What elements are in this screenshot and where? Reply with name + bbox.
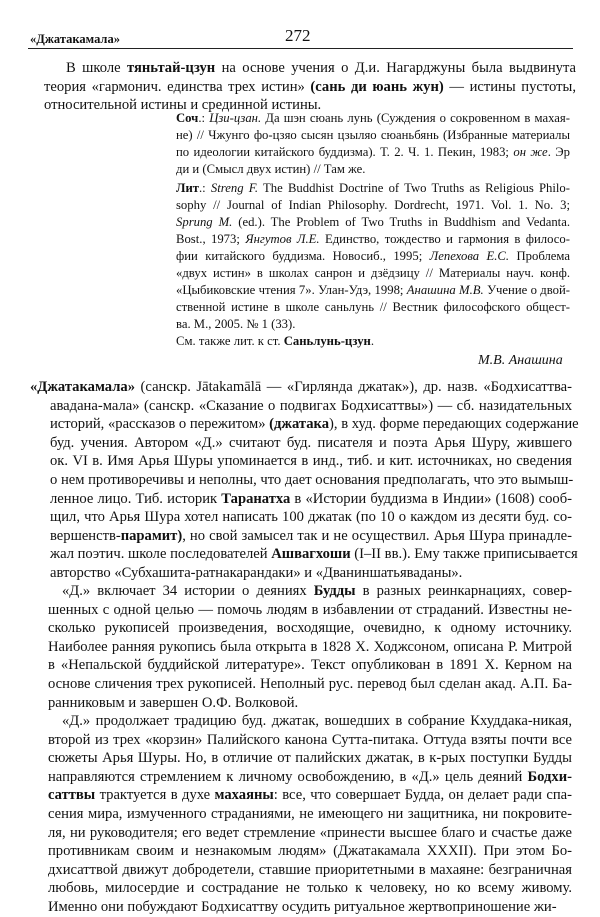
text-line: второй из трех «корзин» Палийского канона Сутта-питака. Оттуда взяты почти все	[48, 731, 572, 748]
text-line: ранниковым и завершен О.Ф. Волковой.	[48, 694, 299, 711]
text-line: См. также лит. к ст. Саньлунь-цзун.	[176, 334, 375, 348]
text-line: «двух истин» в школах санрон и дзёдзицу // Материалы науч. конф.	[176, 266, 570, 280]
article-paragraph-2	[48, 582, 572, 712]
text-line: ок. VI в. Имя Арья Шуры упоминается в инд., тиб. и кит. источниках, но сведения	[50, 453, 572, 470]
text-line: саттвы трактуется в духе махаяны: все, что совершает Будда, он делает ради спа-	[48, 787, 572, 804]
text-line: Лит.: Streng F. The Buddhist Doctrine of Two Truths as Religious Philo-	[176, 181, 570, 195]
text-line: противникам своим и незнакомым людям» (Джатакамала XXXII). При этом Бо-	[48, 843, 572, 860]
text-line: авадана-мала» (санскр. «Сказание о подвигах Бодхисаттвы») — сб. назидательных	[50, 397, 572, 414]
article-paragraph-1	[30, 378, 579, 583]
text-line: «Д.» включает 34 истории о деяниях Будды в разных реинкарнациях, совер-	[62, 583, 572, 599]
text-line: вершенств-парамит), но свой замысел так и не осуществил. Арья Шура принадле-	[50, 527, 572, 544]
prev-article-literature	[176, 180, 570, 333]
running-head: «Джатакамала»	[30, 32, 120, 46]
text-line: направляются стремлением к личному освобождению, в «Д.» цель деяний Бодхи-	[48, 768, 572, 785]
text-line: шенных с одной целью — помочь людям в избавлении от страданий. Известны не-	[48, 601, 572, 618]
text-line: историй, «рассказов о пережитом» (джатака), в худ. форме передающих содержание	[50, 416, 579, 433]
prev-article-intro	[44, 59, 576, 115]
text-line: буд. учения. Автором «Д.» считают буд. писателя и поэта Арья Шуру, жившего	[50, 434, 572, 451]
text-line: сюжеты Арья Шуры. Но, в отличие от палийских джатак, в к-рых поступки Будды	[48, 750, 572, 767]
text-line: ля, ни руководителя; его ведет стремление «принести высшее благо и счастье даже	[48, 824, 572, 841]
text-line: о нем противоречивы и неполны, что дает основания предполагать, что это вымыш-	[50, 472, 574, 488]
text-line: Наиболее ранняя рукопись была открыта в 1828 Х. Ходжсоном, описана Р. Митрой	[48, 638, 572, 655]
text-line: Соч.: Цзи-цзан. Да шэн сюань лунь (Суждения о сокровенном в махая-	[176, 111, 570, 125]
text-line: относительной истины и срединной истины.	[44, 97, 322, 113]
text-line: сения мира, измученного страданиями, не имеющего ни защитника, ни покровите-	[48, 806, 572, 822]
text-line: sophy // Journal of Indian Philosophy. Dordrecht, 1971. Vol. 1. No. 3;	[176, 198, 570, 212]
text-line: любовь, милосердие и сострадание не только к человеку, но ко всему живому.	[48, 880, 572, 897]
text-line: Именно они побуждают Бодхисаттву осудить ритуальное жертвоприношение жи-	[48, 899, 557, 915]
text-line: теория «гармонич. единства трех истин» (сань ди юань жун) — истины пустоты,	[44, 78, 576, 95]
text-line: ственной истине в школе саньлунь // Вестник философского общест-	[176, 300, 570, 314]
text-line: фии китайского буддизма. Новосиб., 1995; Лепехова Е.С. Проблема	[176, 249, 570, 263]
text-line: щил, что Арья Шура хотел написать 100 джатак (по 10 о каждом из десяти буд. со-	[50, 509, 572, 526]
text-line: сколько рукописей произведения, восходящие, очевидно, к одному источнику.	[48, 620, 572, 637]
text-line: Bost., 1973; Янгутов Л.Е. Единство, тождество и гармония в филосо-	[176, 232, 570, 246]
page-number: 272	[285, 26, 311, 45]
text-line: ди и (Смысл двух истин) // Там же.	[176, 162, 366, 176]
text-line: авторство «Субхашита-ратнакарандаки» и «Дваниншатьяваданы».	[50, 565, 463, 581]
text-line: по идеологии китайского буддизма). Т. 2. Ч. 1. Пекин, 1983; он же. Эр	[176, 145, 570, 159]
text-line: Sprung M. (ed.). The Problem of Two Truths in Buddhism and Vedanta.	[176, 215, 570, 229]
text-line: в «Непальской буддийской литературе». Текст опубликован в 1891 Х. Керном на	[48, 657, 572, 674]
text-line: ва. М., 2005. № 1 (33).	[176, 317, 296, 331]
text-line: «Д.» продолжает традицию буд. джатак, вошедших в собрание Кхуддака-никая,	[62, 713, 572, 729]
text-line: не) // Чжунго фо-цзяо сысян цзыляо сюаньбянь (Избранные материалы	[176, 128, 570, 142]
text-line: дхисаттвой движут добродетели, ставшие приоритетными в махаяне: безграничная	[48, 861, 572, 878]
text-line: жал поэтич. школе последователей Ашвагхоши (I–II вв.). Ему также приписывается	[50, 546, 578, 563]
text-line: ленное лицо. Тиб. историк Таранатха в «Истории буддизма в Индии» (1608) сооб-	[50, 490, 572, 507]
author-signature: М.В. Анашина	[478, 353, 563, 368]
prev-article-works	[176, 110, 570, 178]
text-line: В школе тяньтай-цзун на основе учения о Д.и. Нагарджуны была выдвинута	[66, 60, 577, 76]
text-line: «Цыбиковские чтения 7». Улан-Удэ, 1998; Анашина М.В. Учение о двой-	[176, 283, 570, 297]
article-paragraph-3	[48, 712, 572, 917]
text-line: основе сличения трех рукописей. Неполный рус. перевод был сделан акад. А.П. Ба-	[48, 676, 572, 692]
page-header	[28, 26, 573, 49]
text-line: «Джатакамала» (санскр. Jātakamālā — «Гирлянда джатак»), др. назв. «Бодхисаттва-	[30, 379, 572, 395]
